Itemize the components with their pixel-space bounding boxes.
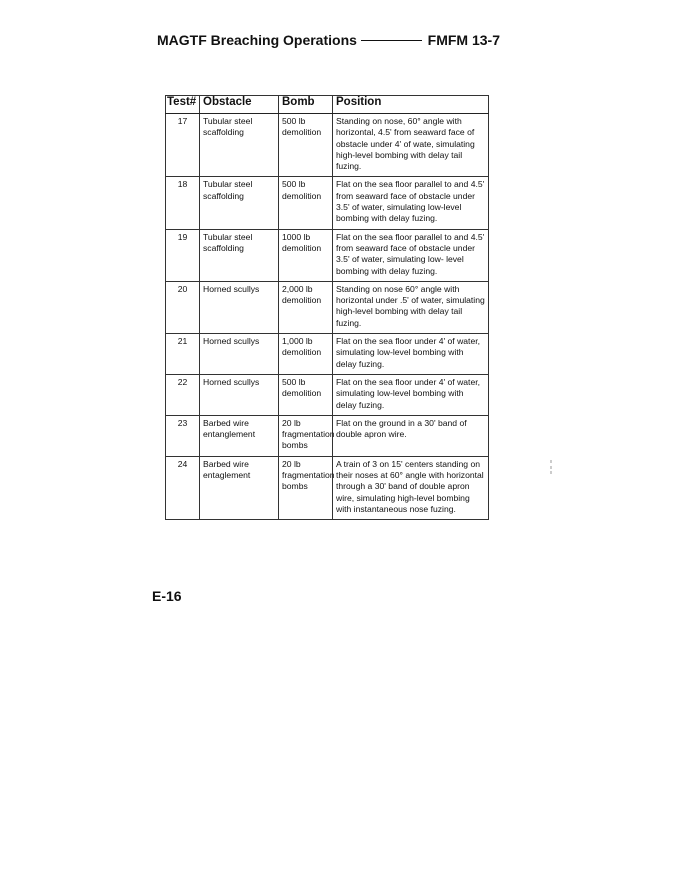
column-header-position: Position [333, 96, 489, 114]
cell-position: Standing on nose, 60° angle with horizontal, 4.5' from seaward face of obstacle under 4' of wate, simulating high-level bombing with delay tail fuzing. [333, 114, 489, 177]
cell-position: Standing on nose 60° angle with horizontal under .5' of water, simulating high-level bombing with delay tail fuzing. [333, 281, 489, 333]
cell-test: 19 [166, 229, 200, 281]
cell-obstacle: Horned scullys [200, 374, 279, 415]
cell-bomb: 2,000 lb demolition [279, 281, 333, 333]
cell-test: 21 [166, 334, 200, 375]
cell-test: 17 [166, 114, 200, 177]
table-header-row [166, 96, 489, 114]
cell-position: Flat on the ground in a 30' band of double apron wire. [333, 415, 489, 456]
bombing-test-table [165, 95, 489, 520]
cell-bomb: 1,000 lb demolition [279, 334, 333, 375]
cell-position: Flat on the sea floor parallel to and 4.5' from seaward face of obstacle under 3.5' of water, simulating low-level bombing with delay fuzing. [333, 177, 489, 229]
cell-bomb: 20 lb fragmentation bombs [279, 415, 333, 456]
table-row [166, 281, 489, 333]
header-doc-id: FMFM 13-7 [427, 32, 500, 48]
cell-position: Flat on the sea floor under 4' of water, simulating low-level bombing with delay fuzing. [333, 334, 489, 375]
cell-bomb: 500 lb demolition [279, 374, 333, 415]
cell-obstacle: Tubular steel scaffolding [200, 229, 279, 281]
scan-speck-mark [550, 460, 552, 474]
cell-bomb: 20 lb fragmentation bombs [279, 456, 333, 519]
cell-obstacle: Barbed wire entanglement [200, 415, 279, 456]
table-row [166, 229, 489, 281]
cell-obstacle: Barbed wire entaglement [200, 456, 279, 519]
cell-bomb: 1000 lb demolition [279, 229, 333, 281]
page-header [157, 30, 500, 50]
header-rule [361, 40, 422, 41]
column-header-test: Test# [166, 96, 200, 114]
table-row [166, 114, 489, 177]
page-number: E-16 [152, 588, 182, 604]
cell-test: 24 [166, 456, 200, 519]
cell-position: Flat on the sea floor under 4' of water, simulating low-level bombing with delay fuzing. [333, 374, 489, 415]
table-row [166, 177, 489, 229]
column-header-obstacle: Obstacle [200, 96, 279, 114]
cell-obstacle: Tubular steel scaffolding [200, 114, 279, 177]
table-row [166, 334, 489, 375]
cell-test: 18 [166, 177, 200, 229]
cell-position: A train of 3 on 15' centers standing on their noses at 60° angle with horizontal through a 30' band of double apron wire, simulating high-level bombing with instantaneous nose fuzing. [333, 456, 489, 519]
table-row [166, 456, 489, 519]
table-row [166, 415, 489, 456]
cell-bomb: 500 lb demolition [279, 114, 333, 177]
cell-test: 23 [166, 415, 200, 456]
table-row [166, 374, 489, 415]
cell-position: Flat on the sea floor parallel to and 4.5' from seaward face of obstacle under 3.5' of water, simulating low- level bombing with delay fuzing. [333, 229, 489, 281]
cell-bomb: 500 lb demolition [279, 177, 333, 229]
cell-test: 22 [166, 374, 200, 415]
cell-obstacle: Tubular steel scaffolding [200, 177, 279, 229]
cell-test: 20 [166, 281, 200, 333]
header-title: MAGTF Breaching Operations [157, 32, 357, 48]
column-header-bomb: Bomb [279, 96, 333, 114]
cell-obstacle: Horned scullys [200, 281, 279, 333]
cell-obstacle: Horned scullys [200, 334, 279, 375]
